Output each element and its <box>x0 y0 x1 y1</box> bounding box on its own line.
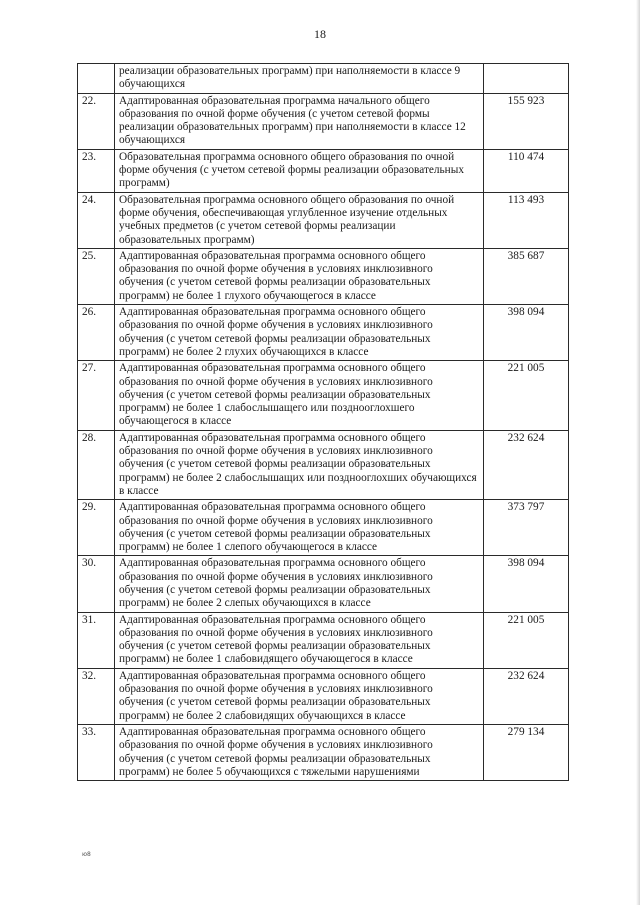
row-number <box>78 64 115 94</box>
table-row <box>78 556 569 612</box>
program-description: Адаптированная образовательная программа основного общего образования по очной форме обучения в условиях инклюзивного обучения (с учетом сетевой формы реализации образовательных программ) не более 1 слабослышащего или позднооглохшего обучающегося в классе <box>115 361 484 430</box>
program-description: Адаптированная образовательная программа основного общего образования по очной форме обучения в условиях инклюзивного обучения (с учетом сетевой формы реализации образовательных программ) не более 1 слабовидящего обучающегося в классе <box>115 612 484 668</box>
cost-value: 110 474 <box>484 149 569 192</box>
program-description: Адаптированная образовательная программа основного общего образования по очной форме обучения в условиях инклюзивного обучения (с учетом сетевой формы реализации образовательных программ) не более 1 слепого обучающегося в классе <box>115 500 484 556</box>
table-row <box>78 724 569 780</box>
row-number: 31. <box>78 612 115 668</box>
row-number: 27. <box>78 361 115 430</box>
page-number: 18 <box>314 27 326 41</box>
program-description: реализации образовательных программ) при наполняемости в классе 9 обучающихся <box>115 64 484 94</box>
cost-value: 232 624 <box>484 430 569 499</box>
cost-value: 155 923 <box>484 93 569 149</box>
table-row <box>78 93 569 149</box>
scan-mark: ю8 <box>82 851 91 858</box>
row-number: 28. <box>78 430 115 499</box>
table-row <box>78 430 569 499</box>
row-number: 30. <box>78 556 115 612</box>
program-description: Адаптированная образовательная программа основного общего образования по очной форме обучения в условиях инклюзивного обучения (с учетом сетевой формы реализации образовательных программ) не более 1 глухого обучающегося в классе <box>115 248 484 304</box>
program-description: Образовательная программа основного общего образования по очной форме обучения, обеспечивающая углубленное изучение отдельных учебных предметов (с учетом сетевой формы реализации образовательных программ) <box>115 192 484 248</box>
table-row <box>78 149 569 192</box>
row-number: 33. <box>78 724 115 780</box>
program-description: Адаптированная образовательная программа основного общего образования по очной форме обучения в условиях инклюзивного обучения (с учетом сетевой формы реализации образовательных программ) не более 2 слепых обучающихся в классе <box>115 556 484 612</box>
cost-table <box>77 63 569 781</box>
scan-edge <box>636 0 640 905</box>
row-number: 26. <box>78 305 115 361</box>
program-description: Адаптированная образовательная программа начального общего образования по очной форме обучения (с учетом сетевой формы реализации образовательных программ) при наполняемости в классе 12 обучающихся <box>115 93 484 149</box>
cost-value: 113 493 <box>484 192 569 248</box>
cost-value <box>484 64 569 94</box>
table-row <box>78 612 569 668</box>
table-row <box>78 500 569 556</box>
cost-value: 398 094 <box>484 305 569 361</box>
table-row <box>78 64 569 94</box>
row-number: 25. <box>78 248 115 304</box>
program-description: Адаптированная образовательная программа основного общего образования по очной форме обучения в условиях инклюзивного обучения (с учетом сетевой формы реализации образовательных программ) не более 2 слабовидящих обучающихся в классе <box>115 668 484 724</box>
table-row <box>78 305 569 361</box>
row-number: 29. <box>78 500 115 556</box>
program-description: Адаптированная образовательная программа основного общего образования по очной форме обучения в условиях инклюзивного обучения (с учетом сетевой формы реализации образовательных программ) не более 5 обучающихся с тяжелыми нарушениями <box>115 724 484 780</box>
row-number: 24. <box>78 192 115 248</box>
cost-value: 385 687 <box>484 248 569 304</box>
program-description: Образовательная программа основного общего образования по очной форме обучения (с учетом сетевой формы реализации образовательных программ) <box>115 149 484 192</box>
table-row <box>78 361 569 430</box>
program-description: Адаптированная образовательная программа основного общего образования по очной форме обучения в условиях инклюзивного обучения (с учетом сетевой формы реализации образовательных программ) не более 2 слабослышащих или позднооглохших обучающихся в классе <box>115 430 484 499</box>
row-number: 32. <box>78 668 115 724</box>
table-row <box>78 192 569 248</box>
row-number: 23. <box>78 149 115 192</box>
program-description: Адаптированная образовательная программа основного общего образования по очной форме обучения в условиях инклюзивного обучения (с учетом сетевой формы реализации образовательных программ) не более 2 глухих обучающихся в классе <box>115 305 484 361</box>
cost-value: 221 005 <box>484 612 569 668</box>
cost-value: 373 797 <box>484 500 569 556</box>
row-number: 22. <box>78 93 115 149</box>
cost-value: 221 005 <box>484 361 569 430</box>
cost-value: 398 094 <box>484 556 569 612</box>
table-row <box>78 668 569 724</box>
cost-value: 279 134 <box>484 724 569 780</box>
table-row <box>78 248 569 304</box>
cost-value: 232 624 <box>484 668 569 724</box>
